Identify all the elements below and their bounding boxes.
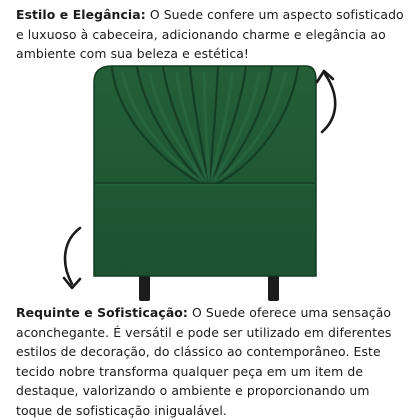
bottom-description	[16, 303, 408, 420]
top-body: O Suede confere um aspecto sofisticado e luxuoso à cabeceira, adicionando charme e elegância ao ambiente com sua beleza e estética!	[16, 7, 404, 61]
curved-arrow-down-icon	[64, 228, 80, 288]
bottom-body: O Suede oferece uma sensação aconchegante. É versátil e pode ser utilizado em diferentes estilos de decoração, do clássico ao contemporâneo. Este tecido nobre transforma qualquer peça em um item de destaque, valorizando o ambiente e proporcionando um toque de sofisticação inigualável.	[16, 305, 392, 418]
headboard	[94, 66, 316, 276]
curved-arrow-up-icon	[317, 71, 335, 132]
top-heading: Estilo e Elegância:	[16, 7, 146, 22]
bottom-heading: Requinte e Sofisticação:	[16, 305, 188, 320]
